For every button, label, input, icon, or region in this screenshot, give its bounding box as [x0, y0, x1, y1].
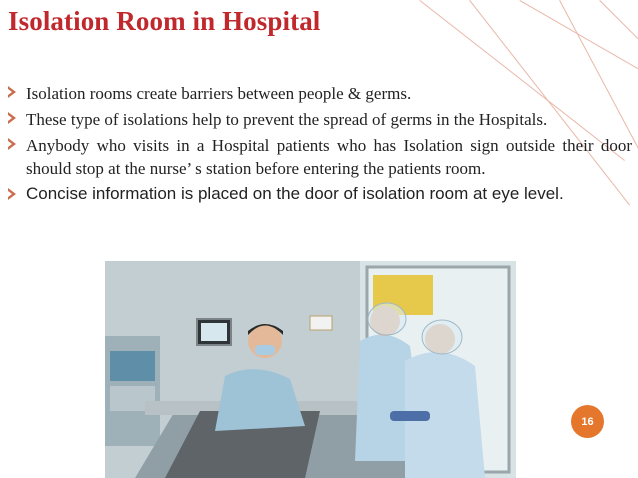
photo-illustration: [105, 261, 516, 478]
arrow-bullet-icon: [8, 188, 16, 200]
bullet-item: [8, 183, 632, 205]
arrow-bullet-icon: [8, 86, 16, 98]
isolation-room-photo: [105, 261, 516, 478]
arrow-bullet-icon: [8, 112, 16, 124]
bullet-text: Isolation rooms create barriers between people & germs.: [26, 84, 412, 103]
bullet-item: [8, 108, 632, 131]
bullet-item: [8, 134, 632, 180]
arrow-bullet-icon: [8, 138, 16, 150]
bullet-text: These type of isolations help to prevent the spread of germs in the Hospitals.: [26, 110, 548, 129]
bullet-list: [8, 82, 632, 205]
slide-title: Isolation Room in Hospital: [8, 6, 321, 36]
bullet-text: Concise information is placed on the door of isolation room at eye level.: [26, 184, 564, 203]
bullet-item: [8, 82, 632, 105]
page-number-badge: 16: [571, 405, 604, 438]
bullet-text: Anybody who visits in a Hospital patients who has Isolation sign outside their door should stop at the nurse’ s station before entering the patients room.: [26, 136, 632, 178]
